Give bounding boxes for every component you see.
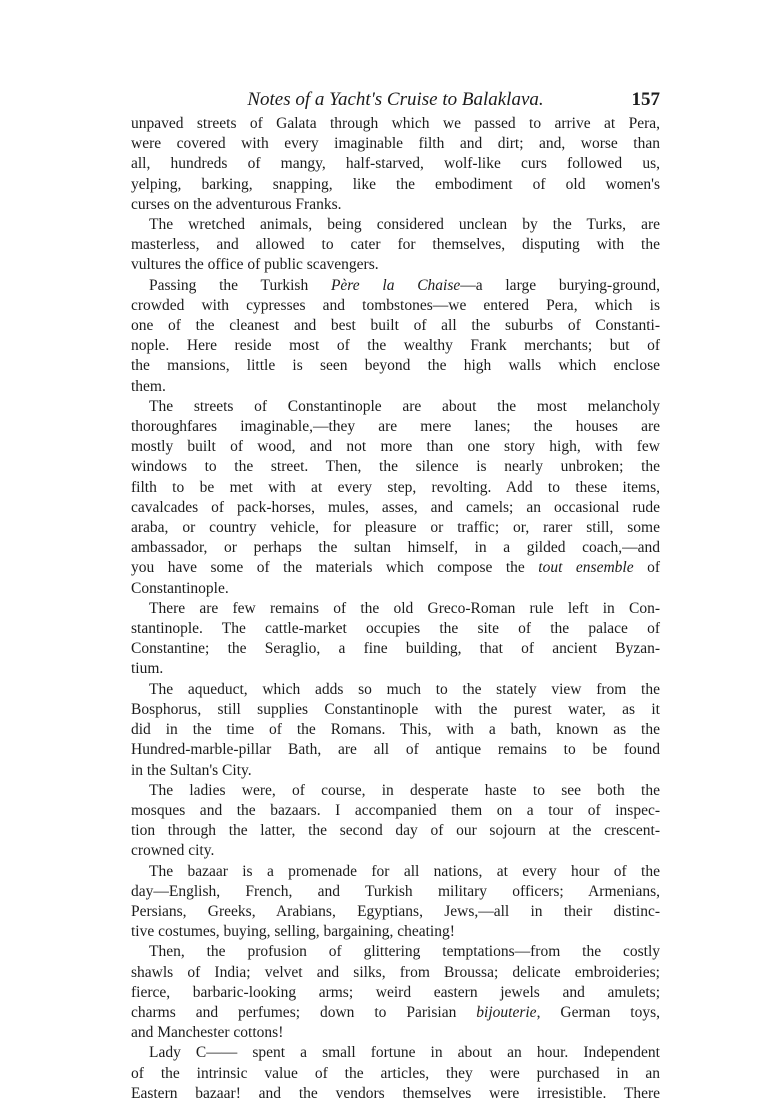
text-line: crowded with cypresses and tombstones—we entered Pera, which is [131,296,660,314]
italic-phrase: Père la Chaise [330,276,461,294]
text-line: of the intrinsic value of the articles, they were purchased in an [131,1064,660,1082]
text-run: of [633,559,661,577]
text-line: ambassador, or perhaps the sultan himself, in a gilded coach,—and [131,539,660,557]
text-line: crowned city. [131,842,215,860]
text-line [131,1003,660,1023]
italic-phrase: tout ensemble [538,559,634,577]
text-line: nople. Here reside most of the wealthy Frank merchants; but of [131,337,660,355]
text-line: thoroughfares imaginable,—they are mere lanes; the houses are [131,418,660,436]
text-line: tive costumes, buying, selling, bargaining, cheating! [131,923,455,941]
text-run: you have some of the materials which compose the [131,559,539,577]
text-line: and Manchester cottons! [131,1024,284,1042]
text-line: tion through the latter, the second day of our sojourn at the crescent- [131,822,660,840]
text-run: , German toys, [536,1003,660,1021]
text-line: mostly built of wood, and not more than one story high, with few [131,438,660,456]
text-line: the mansions, little is seen beyond the high walls which enclose [131,357,660,375]
text-line: Constantine; the Seraglio, a fine building, that of ancient Byzan- [131,640,660,658]
text-line: The wretched animals, being considered unclean by the Turks, are [149,216,660,234]
running-title: Notes of a Yacht's Cruise to Balaklava. [247,89,544,110]
text-line: Then, the profusion of glittering temptations—from the costly [149,943,660,961]
text-line: araba, or country vehicle, for pleasure or traffic; or, rarer still, some [131,519,660,537]
body-text [131,114,660,1104]
text-line: day—English, French, and Turkish military officers; Armenians, [131,882,660,900]
text-line: in the Sultan's City. [131,761,252,779]
page-number: 157 [631,89,660,110]
text-run: Passing the Turkish [149,276,331,294]
text-line: Hundred-marble-pillar Bath, are all of antique remains to be found [131,741,660,759]
text-line [131,276,660,296]
text-line: Constantinople. [131,579,229,597]
text-line: tium. [131,660,164,678]
text-line: them. [131,377,166,395]
text-line: The streets of Constantinople are about the most melancholy [149,397,660,415]
book-page [131,86,660,1104]
text-line: were covered with every imaginable filth and dirt; and, worse than [131,135,660,153]
text-line [131,558,660,578]
text-line: Eastern bazaar! and the vendors themselves were irresistible. There [131,1084,660,1102]
text-line: one of the cleanest and best built of all the suburbs of Constanti- [131,317,660,335]
text-line: Bosphorus, still supplies Constantinople with the purest water, as it [131,700,660,718]
text-line: masterless, and allowed to cater for themselves, disputing with the [131,236,660,254]
text-line: stantinople. The cattle-market occupies the site of the palace of [131,620,660,638]
text-line: fierce, barbaric-looking arms; weird eastern jewels and amulets; [131,983,660,1001]
text-line: did in the time of the Romans. This, with a bath, known as the [131,721,660,739]
text-line: vultures the office of public scavengers. [131,256,379,274]
italic-phrase: bijouterie [476,1003,537,1021]
text-line: Persians, Greeks, Arabians, Egyptians, Jews,—all in their distinc- [131,902,660,920]
text-line: cavalcades of pack-horses, mules, asses, and camels; an occasional rude [131,498,660,516]
running-head [131,86,660,114]
text-line: The aqueduct, which adds so much to the stately view from the [149,680,660,698]
text-line: shawls of India; velvet and silks, from Broussa; delicate embroideries; [131,963,660,981]
text-line: The bazaar is a promenade for all nations, at every hour of the [149,862,660,880]
text-line: mosques and the bazaars. I accompanied them on a tour of inspec- [131,801,660,819]
text-line: all, hundreds of mangy, half-starved, wolf-like curs followed us, [131,155,660,173]
text-line: unpaved streets of Galata through which we passed to arrive at Pera, [131,115,660,132]
text-line: The ladies were, of course, in desperate haste to see both the [149,781,660,799]
text-line: curses on the adventurous Franks. [131,195,342,213]
text-line: filth to be met with at every step, revolting. Add to these items, [131,478,660,496]
text-line: Lady C—— spent a small fortune in about an hour. Independent [149,1044,660,1062]
text-run: charms and perfumes; down to Parisian [131,1003,477,1021]
text-run: —a large burying-ground, [460,276,660,294]
text-line: There are few remains of the old Greco-Roman rule left in Con- [149,599,660,617]
text-line: yelping, barking, snapping, like the embodiment of old women's [131,175,660,193]
text-line: windows to the street. Then, the silence is nearly unbroken; the [131,458,660,476]
